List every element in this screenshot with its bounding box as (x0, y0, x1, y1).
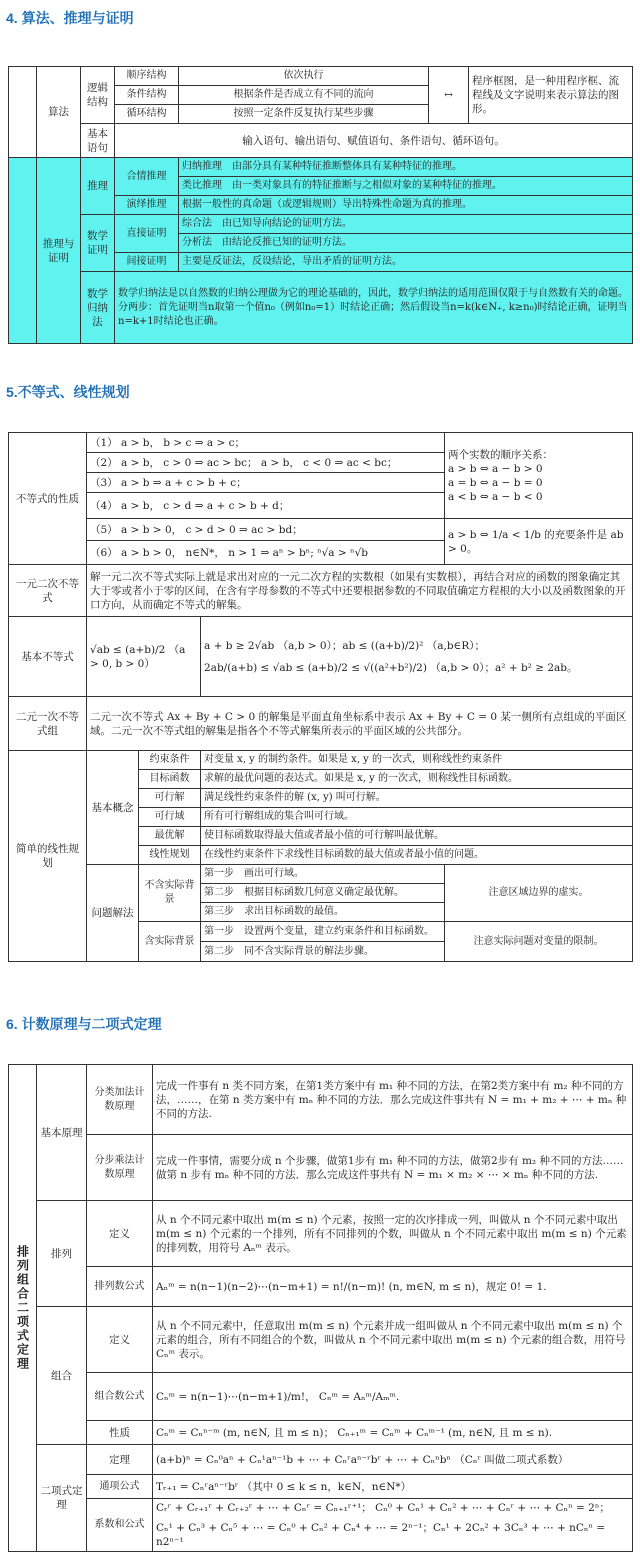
combination-formula: Cₙᵐ = n(n−1)⋯(n−m+1)/m!， Cₙᵐ = Aₙᵐ/Aₘᵐ. (153, 1373, 633, 1421)
permutation-formula: Aₙᵐ = n(n−1)(n−2)⋯(n−m+1) = n!/(n−m)! (n, m∈N, m ≤ n)，规定 0! = 1. (153, 1267, 633, 1307)
step-text: 同不含实际背景的解法步骤。 (244, 945, 374, 957)
concept-text: 满足线性约束条件的解 (x, y) 叫可行解。 (201, 789, 633, 808)
synthesis-label: 综合法 (182, 218, 212, 229)
analogy-label: 类比推理 (182, 180, 222, 191)
direct-proof-label: 直接证明 (115, 215, 179, 253)
indirect-proof-label: 间接证明 (115, 253, 179, 272)
property-item: （1） a > b， b > c ⇒ a > c； (87, 433, 445, 453)
concept-name: 最优解 (139, 827, 201, 846)
concept-text: 所有可行解组成的集合叫可行域。 (201, 808, 633, 827)
with-background-label: 含实际背景 (139, 922, 201, 962)
property-item: （3） a > b ⇒ a + c > b + c； (87, 473, 445, 493)
step-text: 画出可行域。 (244, 868, 304, 879)
definition-label: 定义 (87, 1201, 153, 1267)
step-label: 第一步 (204, 868, 234, 879)
basic-principle-label: 基本原理 (37, 1065, 87, 1201)
analysis-label: 分析法 (182, 237, 212, 248)
theorem-label: 定理 (87, 1445, 153, 1475)
concept-name: 可行解 (139, 789, 201, 808)
double-arrow-icon: ↔ (429, 67, 469, 124)
induction-method-text: 数学归纳法是以自然数的归纳公理做为它的理论基础的，因此，数学归纳法的适用范围仅限于与自然数有关的命题。分两步：首先证明当n取第一个值n₀（例如n₀=1）时结论正确；然后假设当n=k(k∈N₊, k≥n₀)时结论正确，证明当n=k+1时结论也正确。 (115, 272, 633, 344)
analysis-text: 由结论反推已知的证明方法。 (222, 237, 352, 248)
linear-system-label: 二元一次不等式组 (9, 697, 87, 751)
step-row (201, 884, 445, 903)
multiplication-label: 分步乘法计数原理 (87, 1135, 153, 1201)
basic-inequality-label: 基本不等式 (9, 617, 87, 697)
theorem-formula: (a+b)ⁿ = Cₙ⁰aⁿ + Cₙ¹aⁿ⁻¹b + ⋯ + Cₙʳaⁿ⁻ʳbʳ + ⋯ + Cₙⁿbⁿ （Cₙʳ 叫做二项式系数） (153, 1445, 633, 1475)
inequality-table (8, 432, 633, 962)
deductive-text: 根据一般性的真命题（或逻辑规则）导出特殊性命题为真的推理。 (179, 196, 633, 215)
property-label: 性质 (87, 1421, 153, 1445)
step-label: 第二步 (204, 887, 234, 898)
reasoning-label: 推理 (81, 158, 115, 215)
counting-table (8, 1064, 633, 1552)
addition-text: 完成一件事有 n 类不同方案，在第1类方案中有 m₁ 种不同的方法，在第2类方案中有 m₂ 种不同的方法，……，在第 n 类方案中有 mₙ 种不同的方法．那么完成这件事共有 N = m₁ + m₂ + ⋯ + mₙ 种不同的方法. (153, 1065, 633, 1135)
coefficient-sum-line: Cᵣʳ + Cᵣ₊₁ʳ + Cᵣ₊₂ʳ + ⋯ + Cₙʳ = Cₙ₊₁ʳ⁺¹； Cₙ⁰ + Cₙ¹ + Cₙ² + ⋯ + Cₙʳ + ⋯ + Cₙⁿ = 2ⁿ； (156, 1502, 610, 1514)
analogy-row (179, 177, 633, 196)
coefficient-sum-cell (153, 1499, 633, 1552)
definition-label: 定义 (87, 1307, 153, 1373)
step-text: 设置两个变量，建立约束条件和目标函数。 (244, 925, 434, 937)
step-row (201, 922, 445, 942)
quadratic-label: 一元二次不等式 (9, 565, 87, 617)
row-text: 根据条件是否成立有不同的流向 (179, 86, 429, 105)
binomial-label: 二项式定理 (37, 1445, 87, 1552)
step-label: 第三步 (204, 906, 234, 917)
row-label: 顺序结构 (115, 67, 179, 86)
basic-statement-text: 输入语句、输出语句、赋值语句、条件语句、循环语句。 (115, 124, 633, 158)
algorithm-proof-table (8, 66, 633, 344)
linear-programming-label: 简单的线性规划 (9, 751, 87, 962)
concept-name: 目标函数 (139, 770, 201, 789)
section-5-title: 5.不等式、线性规划 (6, 384, 130, 400)
reasoning-proof-label: 推理与证明 (37, 158, 81, 344)
solution-label: 问题解法 (87, 865, 139, 962)
combination-label: 组合 (37, 1307, 87, 1445)
section-4-title: 4. 算法、推理与证明 (6, 10, 134, 26)
basic-inequality-line: a + b ≥ 2√ab （a,b > 0）；ab ≤ ((a+b)/2)² （a,b∈R）； (204, 639, 485, 652)
concept-name: 线性规划 (139, 846, 201, 865)
permutation-formula-label: 排列数公式 (87, 1267, 153, 1307)
general-term-formula: Tᵣ₊₁ = Cₙʳaⁿ⁻ʳbʳ （其中 0 ≤ k ≤ n，k∈N，n∈N*） (153, 1475, 633, 1499)
multiplication-text: 完成一件事情，需要分成 n 个步骤，做第1步有 m₁ 种不同的方法，做第2步有 m₂ 种不同的方法……做第 n 步有 mₙ 种不同的方法．那么完成这件事共有 N = m₁ × m₂ × ⋯ × mₙ 种不同的方法. (153, 1135, 633, 1201)
row-text: 依次执行 (179, 67, 429, 86)
quadratic-text: 解一元二次不等式实际上就是求出对应的一元二次方程的实数根（如果有实数根），再结合对应的函数的图象确定其大于零或者小于零的区间，在含有字母参数的不等式中还要根据参数的不同取值确定方程根的大小以及函数图象的开口方向，从而确定不等式的解集。 (87, 565, 633, 617)
section-6-title: 6. 计数原理与二项式定理 (6, 1016, 162, 1032)
properties-label: 不等式的性质 (9, 433, 87, 565)
side-label: 排列组合二项式定理 (9, 1065, 37, 1552)
flowchart-text: 程序框图，是一种用程序框、流程线及文字说明来表示算法的图形。 (469, 67, 633, 124)
row-label: 循环结构 (115, 105, 179, 124)
property-item: （5） a > b > 0， c > d > 0 ⇒ ac > bd； (87, 519, 445, 541)
addition-label: 分类加法计数原理 (87, 1065, 153, 1135)
order-line: 两个实数的顺序关系： (448, 448, 554, 461)
linear-system-text: 二元一次不等式 Ax + By + C > 0 的解集是平面直角坐标系中表示 Ax + By + C = 0 某一侧所有点组成的平面区域。二元一次不等式组的解集是指各个不等式解集所表示的平面区域的公共部分。 (87, 697, 633, 751)
induction-text: 由部分具有某种特征推断整体具有某种特征的推理。 (232, 161, 462, 172)
step-row (201, 903, 445, 922)
synthesis-row (179, 215, 633, 234)
basic-inequality-right (201, 617, 633, 697)
induction-row (179, 158, 633, 177)
analogy-text: 由一类对象具有的特征推断与之相似对象的某种特征的推理。 (232, 180, 502, 191)
row-label: 条件结构 (115, 86, 179, 105)
concept-text: 使目标函数取得最大值或者最小值的可行解叫最优解。 (201, 827, 633, 846)
order-line: a > b ⇔ a − b > 0 (448, 462, 543, 475)
property-item: （4） a > b， c > d ⇒ a + c > b + d； (87, 493, 445, 519)
step-row (201, 865, 445, 884)
step-label: 第二步 (204, 945, 234, 957)
permutation-definition: 从 n 个不同元素中取出 m(m ≤ n) 个元素，按照一定的次序排成一列，叫做从 n 个不同元素中取出 m(m ≤ n) 个元素的一个排列，所有不同排列的个数，叫做从 n 个不同元素中取出 m(m ≤ n) 个元素的排列数，用符号 Aₙᵐ 表示。 (153, 1201, 633, 1267)
step-text: 根据目标函数几何意义确定最优解。 (244, 887, 404, 898)
math-proof-label: 数学证明 (81, 215, 115, 272)
boundary-note: 注意区域边界的虚实。 (445, 865, 633, 922)
reciprocal-text: a > b ⇔ 1/a < 1/b 的充要条件是 ab > 0。 (445, 519, 633, 565)
induction-method-label: 数学归纳法 (81, 272, 115, 344)
concept-text: 求解的最优问题的表达式。如果是 x, y 的一次式，则称线性目标函数。 (201, 770, 633, 789)
concept-name: 可行域 (139, 808, 201, 827)
no-background-label: 不含实际背景 (139, 865, 201, 922)
step-text: 求出目标函数的最值。 (244, 906, 344, 917)
basic-inequality-left: √ab ≤ (a+b)/2 （a > 0, b > 0） (87, 617, 201, 697)
plausible-reasoning-label: 合情推理 (115, 158, 179, 196)
logic-structure-label: 逻辑结构 (81, 67, 115, 124)
permutation-label: 排列 (37, 1201, 87, 1307)
indirect-proof-text: 主要是反证法，反设结论，导出矛盾的证明方法。 (179, 253, 633, 272)
order-line: a = b ⇔ a − b = 0 (448, 476, 543, 489)
property-item: （6） a > b > 0， n∈N*， n > 1 ⇒ aⁿ > bⁿ; ⁿ√a > ⁿ√b (87, 541, 445, 565)
concepts-label: 基本概念 (87, 751, 139, 865)
row-text: 按照一定条件反复执行某些步骤 (179, 105, 429, 124)
concept-name: 约束条件 (139, 751, 201, 770)
basic-inequality-line: 2ab/(a+b) ≤ √ab ≤ (a+b)/2 ≤ √((a²+b²)/2) （a,b > 0）；a² + b² ≥ 2ab。 (204, 661, 578, 674)
concept-text: 对变量 x, y 的制约条件。如果是 x, y 的一次式，则称线性约束条件 (201, 751, 633, 770)
step-label: 第一步 (204, 925, 234, 937)
variable-limit-note: 注意实际问题对变量的限制。 (445, 922, 633, 962)
concept-text: 在线性约束条件下求线性目标函数的最大值或者最小值的问题。 (201, 846, 633, 865)
combination-formula-label: 组合数公式 (87, 1373, 153, 1421)
deductive-label: 演绎推理 (115, 196, 179, 215)
induction-label: 归纳推理 (182, 161, 222, 172)
order-relation-cell (445, 433, 633, 519)
coefficient-sum-label: 系数和公式 (87, 1499, 153, 1552)
property-formula: Cₙᵐ = Cₙⁿ⁻ᵐ (m, n∈N, 且 m ≤ n)； Cₙ₊₁ᵐ = Cₙᵐ + Cₙᵐ⁻¹ (m, n∈N, 且 m ≤ n). (153, 1421, 633, 1445)
combination-definition: 从 n 个不同元素中，任意取出 m(m ≤ n) 个元素并成一组叫做从 n 个不同元素中取出 m(m ≤ n) 个元素的组合，所有不同组合的个数，叫做从 n 个不同元素中取出 m(m ≤ n) 个元素的组合数，用符号 Cₙᵐ 表示。 (153, 1307, 633, 1373)
step-row (201, 942, 445, 962)
property-item: （2） a > b， c > 0 ⇒ ac > bc； a > b， c < 0 ⇒ ac < bc； (87, 453, 445, 473)
coefficient-sum-line: Cₙ¹ + Cₙ³ + Cₙ⁵ + ⋯ = Cₙ⁰ + Cₙ² + Cₙ⁴ + ⋯ = 2ⁿ⁻¹；Cₙ¹ + 2Cₙ² + 3Cₙ³ + ⋯ + nCₙⁿ = n2ⁿ⁻¹ (156, 1522, 606, 1548)
analysis-row (179, 234, 633, 253)
synthesis-text: 由已知导向结论的证明方法。 (222, 218, 352, 229)
order-line: a < b ⇔ a − b < 0 (448, 490, 543, 503)
algorithm-label: 算法 (37, 67, 81, 158)
general-term-label: 通项公式 (87, 1475, 153, 1499)
basic-statement-label: 基本语句 (81, 124, 115, 158)
